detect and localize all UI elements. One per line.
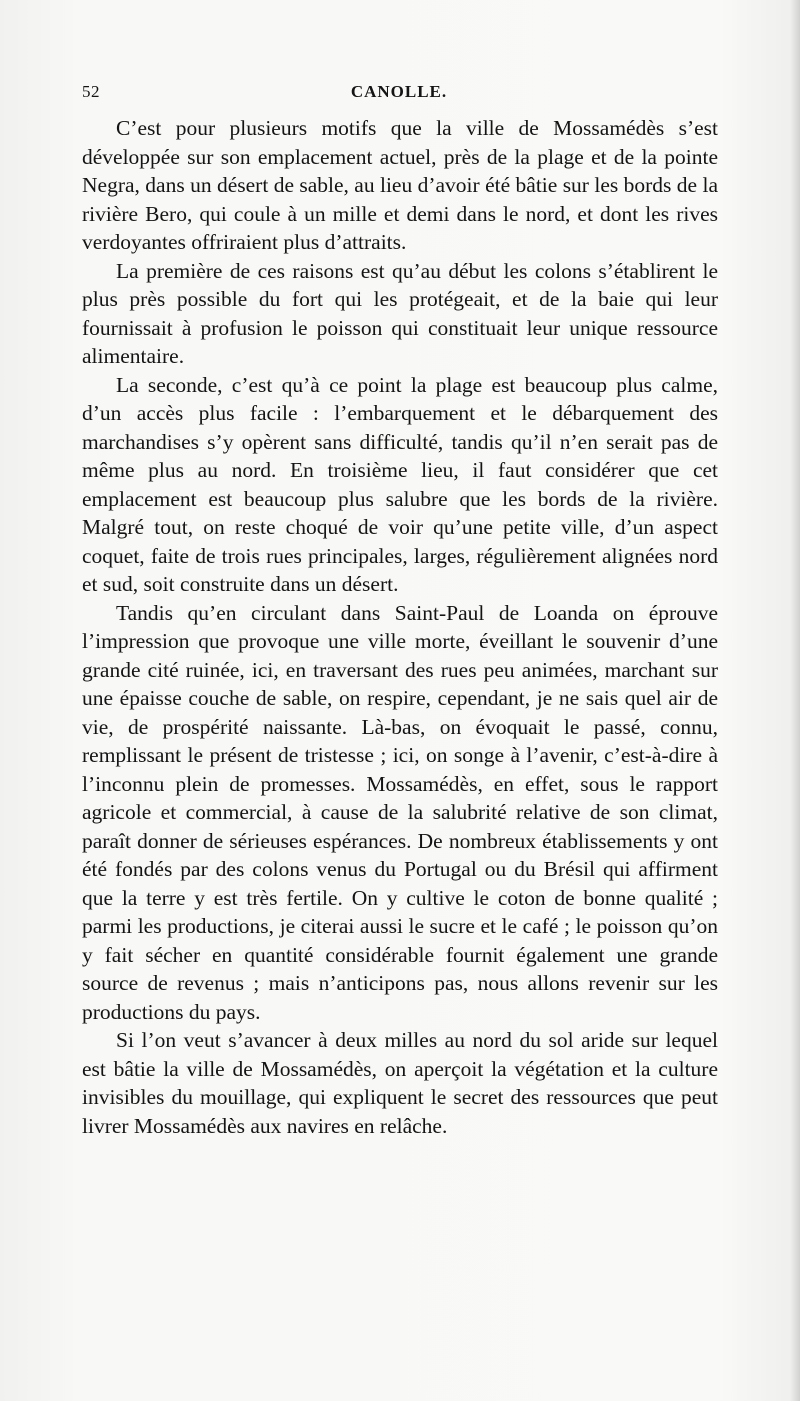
page-header bbox=[82, 82, 716, 106]
running-title: CANOLLE. bbox=[350, 82, 448, 101]
page-number: 52 bbox=[82, 82, 100, 101]
paragraph: Tandis qu’en circulant dans Saint-Paul de Loanda on éprouve l’impression que provoque une ville morte, éveillant le souvenir d’une grande cité ruinée, ici, en traversant des rues peu animées, marchant sur une épaisse couche de sable, on respire, cependant, je ne sais quel air de vie, de prospérité naissante. Là-bas, on évoquait le passé, connu, remplissant le présent de tristesse ; ici, on songe à l’avenir, c’est-à-dire à l’inconnu plein de promesses. Mossamédès, en effet, sous le rapport agricole et commercial, à cause de la salubrité relative de son climat, paraît donner de sérieuses espérances. De nombreux établissements y ont été fondés par des colons venus du Portugal ou du Brésil qui affirment que la terre y est très fertile. On y cultive le coton de bonne qualité ; parmi les productions, je citerai aussi le sucre et le café ; le poisson qu’on y fait sécher en quantité considérable fournit également une grande source de revenus ; mais n’anticipons pas, nous allons revenir sur les productions du pays. bbox=[82, 600, 718, 1024]
paragraph: La première de ces raisons est qu’au début les colons s’établirent le plus près possible du fort qui les protégeait, et de la baie qui leur fournissait à profusion le poisson qui constituait leur unique ressource alimentaire. bbox=[82, 258, 718, 368]
paragraph: La seconde, c’est qu’à ce point la plage est beaucoup plus calme, d’un accès plus facile : l’embarquement et le débarquement des marchandises s’y opèrent sans difficulté, tandis qu’il n’en serait pas de même plus au nord. En troisième lieu, il faut considérer que cet emplacement est beaucoup plus salubre que les bords de la rivière. Malgré tout, on reste choqué de voir qu’une petite ville, d’un aspect coquet, faite de trois rues principales, larges, régulièrement alignées nord et sud, soit construite dans un désert. bbox=[82, 372, 718, 596]
page-edge-shadow bbox=[790, 0, 800, 1401]
paragraph: Si l’on veut s’avancer à deux milles au nord du sol aride sur lequel est bâtie la ville de Mossamédès, on aperçoit la végétation et la culture invisibles du mouillage, qui expliquent le secret des ressources que peut livrer Mossamédès aux navires en relâche. bbox=[82, 1028, 718, 1138]
paragraph: C’est pour plusieurs motifs que la ville de Mossamédès s’est développée sur son emplacement actuel, près de la plage et de la pointe Negra, dans un désert de sable, au lieu d’avoir été bâtie sur les bords de la rivière Bero, qui coule à un mille et demi dans le nord, et dont les rives verdoyantes offriraient plus d’attraits. bbox=[82, 116, 718, 254]
body-text bbox=[82, 114, 718, 1140]
